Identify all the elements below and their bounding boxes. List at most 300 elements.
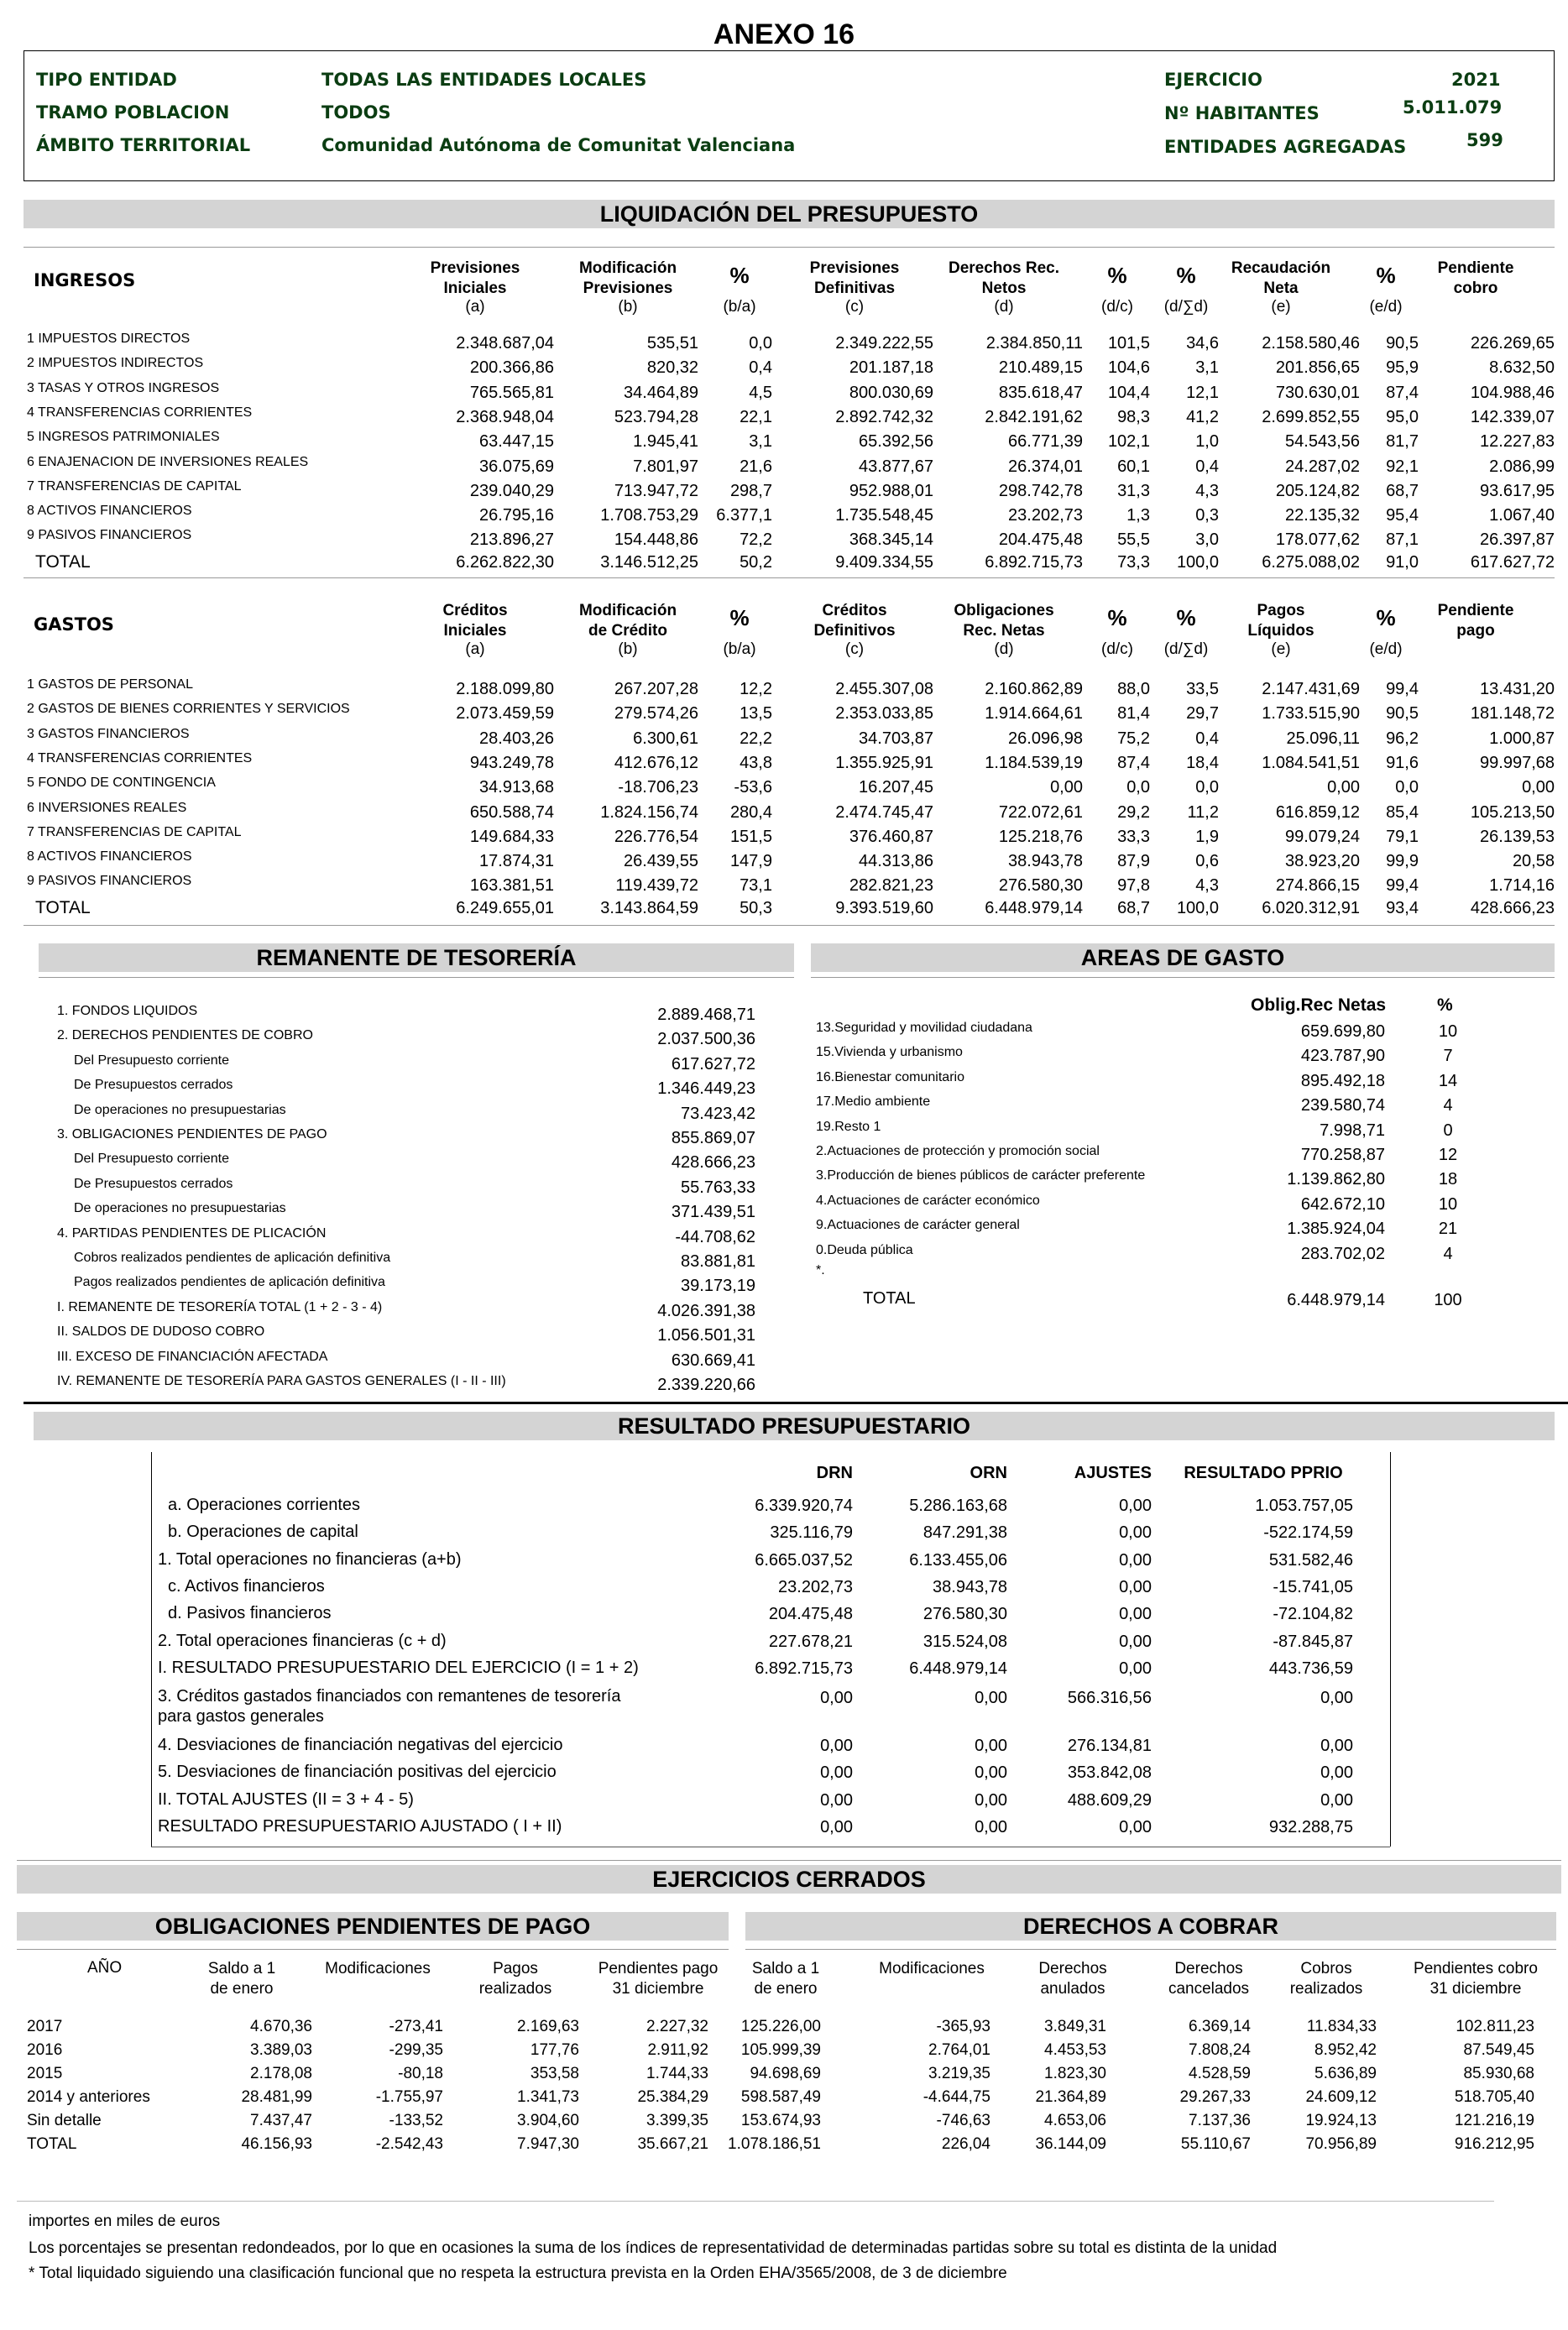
area-label: 0.Deuda pública — [816, 1242, 913, 1257]
cerrados-cell: 1.341,73 — [517, 2088, 579, 2106]
table-cell: 105.213,50 — [1470, 802, 1555, 822]
remanente-value: 630.669,41 — [671, 1350, 755, 1370]
resultado-cell: 6.133.455,06 — [909, 1550, 1007, 1570]
row-label: 1 GASTOS DE PERSONAL — [27, 677, 193, 692]
cerrados-cell: -2.542,43 — [375, 2135, 443, 2153]
table-cell: 280,4 — [729, 802, 772, 822]
table-cell: 97,8 — [1117, 876, 1150, 896]
table-cell: 90,5 — [1386, 334, 1419, 353]
cerrados-row-label: 2016 — [27, 2041, 63, 2059]
table-cell: 65.392,56 — [859, 432, 933, 452]
resultado-cell: 353.842,08 — [1067, 1763, 1152, 1783]
table-cell: 1.355.925,91 — [835, 753, 933, 772]
area-pct: 0 — [1443, 1121, 1453, 1140]
table-cell: 95,4 — [1386, 506, 1419, 525]
column-header: Recaudación — [1231, 259, 1331, 277]
table-cell: 34.703,87 — [859, 729, 933, 748]
table-cell: 2.086,99 — [1489, 457, 1555, 476]
table-cell: -18.706,23 — [618, 778, 698, 797]
table-cell: 943.249,78 — [469, 753, 554, 772]
resultado-band: RESULTADO PRESUPUESTARIO — [34, 1412, 1555, 1440]
cerrados-cell: 5.636,89 — [1315, 2065, 1377, 2082]
area-value: 1.385.924,04 — [1287, 1220, 1385, 1239]
cerrados-cell: 28.481,99 — [241, 2088, 312, 2106]
divider — [17, 1860, 1561, 1861]
column-header-code: (e/d) — [1369, 640, 1403, 658]
total-cell: 6.262.822,30 — [456, 553, 554, 572]
cerrados-cell: 102.811,23 — [1456, 2018, 1534, 2035]
resultado-col-header: DRN — [816, 1464, 853, 1482]
area-label: 2.Actuaciones de protección y promoción social — [816, 1144, 1100, 1158]
area-pct: 14 — [1438, 1071, 1458, 1090]
table-cell: 88,0 — [1117, 680, 1150, 698]
resultado-cell: 0,00 — [1119, 1817, 1152, 1836]
table-cell: 87,1 — [1386, 530, 1419, 550]
cerrados-col-header: Saldo a 1 — [207, 1960, 276, 1977]
resultado-cell: 0,00 — [820, 1817, 853, 1836]
divider — [24, 247, 1555, 248]
derechos-band: DERECHOS A COBRAR — [745, 1912, 1556, 1941]
tramo-value: TODOS — [321, 102, 391, 123]
remanente-label: IV. REMANENTE DE TESORERÍA PARA GASTOS GENERALES (I - II - III) — [57, 1374, 506, 1388]
agregadas-value: 599 — [1466, 130, 1503, 150]
cerrados-col-header: Modificaciones — [879, 1960, 985, 1977]
column-header-code: (a) — [465, 298, 485, 316]
habitantes-value: 5.011.079 — [1403, 97, 1503, 118]
row-label: 4 TRANSFERENCIAS CORRIENTES — [27, 405, 253, 420]
table-cell: 178.077,62 — [1275, 530, 1360, 550]
table-cell: 28.403,26 — [479, 729, 554, 748]
resultado-cell: 0,00 — [820, 1737, 853, 1755]
total-cell: 50,2 — [740, 553, 772, 572]
table-cell: 81,7 — [1386, 432, 1419, 452]
cerrados-cell: 2.227,32 — [646, 2018, 708, 2035]
divider — [24, 577, 1555, 578]
cerrados-cell: 7.137,36 — [1189, 2112, 1251, 2129]
column-header-pct: % — [729, 605, 750, 630]
table-cell: 213.896,27 — [469, 530, 554, 550]
table-cell: 79,1 — [1386, 827, 1419, 846]
divider — [17, 2201, 1494, 2202]
cerrados-cell: 2.911,92 — [647, 2041, 708, 2059]
cerrados-cell: -299,35 — [389, 2041, 443, 2059]
resultado-label: c. Activos financieros — [168, 1576, 325, 1596]
table-cell: 2.892.742,32 — [835, 407, 933, 426]
table-cell: 26.374,01 — [1008, 457, 1083, 476]
total-cell: 93,4 — [1386, 899, 1419, 917]
areas-total-pct: 100 — [1434, 1291, 1462, 1309]
areas-total-value: 6.448.979,14 — [1287, 1291, 1385, 1309]
column-header: Derechos Rec. — [948, 259, 1059, 277]
column-header: Previsiones — [809, 259, 900, 277]
remanente-label: De operaciones no presupuestarias — [74, 1102, 286, 1117]
table-cell: 200.366,86 — [469, 358, 554, 378]
divider — [24, 925, 1555, 926]
area-pct: 18 — [1438, 1170, 1458, 1189]
table-cell: 0,0 — [1395, 778, 1419, 797]
cerrados-cell: 177,76 — [530, 2041, 579, 2059]
cerrados-col-header: Modificaciones — [325, 1960, 431, 1977]
resultado-cell: 1.053.757,05 — [1255, 1497, 1353, 1515]
cerrados-cell: 121.216,19 — [1454, 2112, 1534, 2129]
column-header-pct: % — [1176, 263, 1196, 288]
cerrados-cell: 36.144,09 — [1035, 2135, 1106, 2153]
cerrados-cell: 55.110,67 — [1180, 2135, 1251, 2153]
table-cell: 0,6 — [1195, 852, 1219, 871]
resultado-label: RESULTADO PRESUPUESTARIO AJUSTADO ( I + II) — [158, 1816, 562, 1836]
table-cell: 1,3 — [1126, 506, 1150, 525]
table-cell: 99.079,24 — [1285, 827, 1360, 846]
table-cell: 1.184.539,19 — [985, 753, 1083, 772]
tramo-label: TRAMO POBLACION — [36, 102, 230, 123]
resultado-label: d. Pasivos financieros — [168, 1604, 332, 1623]
table-cell: 835.618,47 — [998, 383, 1083, 402]
remanente-value: 4.026.391,38 — [657, 1301, 755, 1320]
resultado-cell: 531.582,46 — [1268, 1550, 1353, 1570]
total-cell: 3.146.512,25 — [600, 553, 698, 572]
row-label: 6 ENAJENACION DE INVERSIONES REALES — [27, 454, 309, 469]
column-header-code: (d/c) — [1101, 640, 1133, 658]
resultado-cell: 6.339.920,74 — [755, 1497, 853, 1515]
area-pct: 10 — [1438, 1022, 1458, 1041]
cerrados-row-label: 2017 — [27, 2018, 63, 2035]
cerrados-cell: 1.744,33 — [646, 2065, 708, 2082]
table-cell: 29,7 — [1186, 704, 1219, 724]
table-cell: 87,9 — [1117, 852, 1150, 871]
ingresos-title: INGRESOS — [34, 270, 136, 290]
table-cell: 2.474.745,47 — [835, 802, 933, 822]
table-cell: 6.300,61 — [633, 729, 698, 748]
cerrados-col-header: Pagos — [493, 1960, 538, 1977]
resultado-cell: 0,00 — [975, 1737, 1007, 1755]
cerrados-band: EJERCICIOS CERRADOS — [17, 1865, 1561, 1894]
table-cell: 226.269,65 — [1470, 334, 1555, 353]
table-cell: 26.397,87 — [1480, 530, 1555, 550]
cerrados-cell: 3.904,60 — [517, 2112, 579, 2129]
table-cell: 0,4 — [1195, 729, 1219, 748]
cerrados-cell: 916.212,95 — [1454, 2135, 1534, 2153]
area-label: 19.Resto 1 — [816, 1119, 881, 1134]
row-label: 7 TRANSFERENCIAS DE CAPITAL — [27, 478, 242, 494]
table-cell: 13,5 — [740, 704, 772, 724]
table-cell: 616.859,12 — [1275, 802, 1360, 822]
cerrados-cell: 105.999,39 — [740, 2041, 821, 2059]
table-cell: 43,8 — [740, 753, 772, 772]
table-cell: 22.135,32 — [1285, 506, 1360, 525]
cerrados-cell: 2.178,08 — [250, 2065, 312, 2082]
table-cell: 800.030,69 — [849, 383, 933, 402]
total-cell: 428.666,23 — [1470, 899, 1555, 917]
table-cell: 282.821,23 — [849, 876, 933, 896]
table-cell: 0,00 — [1050, 778, 1083, 797]
table-cell: 1.084.541,51 — [1262, 753, 1360, 772]
column-header-sub: Definitivos — [813, 622, 896, 640]
table-cell: 1,0 — [1195, 432, 1219, 452]
table-cell: 25.096,11 — [1286, 729, 1360, 748]
footer-note-units: importes en miles de euros — [29, 2212, 221, 2230]
divider — [39, 977, 794, 978]
area-value: 1.139.862,80 — [1287, 1170, 1385, 1189]
column-header-code: (e/d) — [1369, 298, 1403, 316]
table-cell: 13.431,20 — [1480, 680, 1555, 698]
table-cell: 93.617,95 — [1480, 481, 1555, 500]
column-header-sub: Neta — [1263, 279, 1299, 297]
table-cell: 0,0 — [1195, 778, 1219, 797]
row-label: 6 INVERSIONES REALES — [27, 800, 187, 815]
resultado-label: a. Operaciones corrientes — [168, 1496, 361, 1514]
table-cell: 22,2 — [740, 729, 772, 748]
table-cell: 154.448,86 — [614, 530, 698, 550]
table-cell: 87,4 — [1386, 383, 1419, 402]
resultado-cell: 566.316,56 — [1067, 1689, 1152, 1707]
table-cell: 7.801,97 — [633, 457, 698, 476]
remanente-value: 371.439,51 — [671, 1203, 755, 1222]
table-cell: 81,4 — [1117, 704, 1150, 724]
cerrados-cell: 35.667,21 — [637, 2135, 708, 2153]
table-cell: 6.377,1 — [716, 506, 772, 525]
resultado-label: 1. Total operaciones no financieras (a+b) — [158, 1549, 462, 1569]
cerrados-cell: 153.674,93 — [740, 2112, 821, 2129]
column-header-code: (b/a) — [723, 298, 756, 316]
column-header: Modificación — [578, 602, 677, 619]
row-label: 5 FONDO DE CONTINGENCIA — [27, 776, 216, 791]
cerrados-cell: 24.609,12 — [1305, 2088, 1377, 2106]
table-cell: 210.489,15 — [998, 358, 1083, 378]
cerrados-cell: 353,58 — [530, 2065, 579, 2082]
column-header-sub: Definitivas — [813, 279, 896, 297]
table-cell: 2.073.459,59 — [456, 704, 554, 724]
table-cell: 22,1 — [740, 407, 772, 426]
resultado-cell: -87.845,87 — [1273, 1632, 1353, 1651]
table-cell: 201.856,65 — [1275, 358, 1360, 378]
areas-col-pct: % — [1437, 995, 1453, 1015]
resultado-cell: 847.291,38 — [923, 1523, 1007, 1543]
resultado-cell: 204.475,48 — [768, 1605, 853, 1624]
cerrados-cell: 2.764,01 — [928, 2041, 990, 2059]
table-cell: 2.384.850,11 — [985, 334, 1083, 353]
table-cell: 41,2 — [1186, 407, 1219, 426]
resultado-cell: 0,00 — [975, 1790, 1007, 1810]
total-label: TOTAL — [35, 898, 91, 917]
row-label: 8 ACTIVOS FINANCIEROS — [27, 504, 192, 519]
liquidacion-band: LIQUIDACIÓN DEL PRESUPUESTO — [24, 200, 1555, 228]
total-cell: 617.627,72 — [1470, 553, 1555, 572]
row-label: 7 TRANSFERENCIAS DE CAPITAL — [27, 824, 242, 839]
table-cell: 1.945,41 — [633, 432, 698, 452]
table-cell: 298,7 — [729, 481, 772, 500]
agregadas-label: ENTIDADES AGREGADAS — [1164, 137, 1407, 157]
cerrados-cell: 29.267,33 — [1179, 2088, 1251, 2106]
table-cell: 26.439,55 — [624, 852, 698, 871]
table-cell: 68,7 — [1386, 481, 1419, 500]
total-cell: 50,3 — [740, 899, 772, 917]
remanente-label: Pagos realizados pendientes de aplicación definitiva — [74, 1275, 385, 1290]
resultado-cell: 0,00 — [975, 1817, 1007, 1836]
resultado-cell: 0,00 — [1119, 1577, 1152, 1596]
row-label: 8 ACTIVOS FINANCIEROS — [27, 849, 192, 865]
table-cell: 279.574,26 — [614, 704, 698, 724]
table-cell: 44.313,86 — [859, 852, 933, 871]
total-cell: 6.892.715,73 — [985, 553, 1083, 572]
resultado-cell: 38.943,78 — [933, 1577, 1007, 1596]
resultado-cell: 0,00 — [1320, 1790, 1353, 1810]
cerrados-col-header: Saldo a 1 — [751, 1960, 820, 1977]
areas-col-oblig: Oblig.Rec Netas — [1251, 995, 1387, 1015]
row-label: 2 IMPUESTOS INDIRECTOS — [27, 356, 204, 371]
area-value: 423.787,90 — [1300, 1047, 1385, 1066]
table-cell: 239.040,29 — [469, 481, 554, 500]
remanente-label: Del Presupuesto corriente — [74, 1053, 229, 1068]
cerrados-cell: 3.399,35 — [646, 2112, 708, 2129]
table-cell: 2.188.099,80 — [456, 680, 554, 698]
cerrados-col-header-sub: 31 diciembre — [612, 1980, 704, 1998]
table-cell: 1.914.664,61 — [985, 704, 1083, 724]
table-cell: 276.580,30 — [998, 876, 1083, 896]
cerrados-col-header-sub: realizados — [478, 1980, 552, 1998]
table-cell: 16.207,45 — [859, 778, 933, 797]
divider — [1390, 1452, 1391, 1847]
table-cell: 1.733.515,90 — [1262, 704, 1360, 724]
resultado-cell: 23.202,73 — [778, 1577, 853, 1596]
column-header-code: (d/c) — [1101, 298, 1133, 316]
resultado-cell: 0,00 — [820, 1790, 853, 1810]
remanente-label: III. EXCESO DE FINANCIACIÓN AFECTADA — [57, 1349, 328, 1364]
area-pct: 10 — [1438, 1194, 1458, 1214]
total-cell: 68,7 — [1117, 899, 1150, 917]
table-cell: 33,3 — [1117, 827, 1150, 846]
resultado-cell: 0,00 — [975, 1763, 1007, 1783]
table-cell: 4,3 — [1195, 876, 1219, 896]
table-cell: 650.588,74 — [469, 802, 554, 822]
column-header-pct: % — [1107, 263, 1127, 288]
table-cell: 765.565,81 — [469, 383, 554, 402]
row-label: 9 PASIVOS FINANCIEROS — [27, 874, 192, 889]
table-cell: 2.349.222,55 — [835, 334, 933, 353]
remanente-value: 1.346.449,23 — [657, 1079, 755, 1099]
table-cell: 1.714,16 — [1489, 876, 1555, 896]
cerrados-cell: 6.369,14 — [1189, 2018, 1251, 2035]
area-label: 3.Producción de bienes públicos de carácter preferente — [816, 1168, 1146, 1183]
table-cell: 98,3 — [1117, 407, 1150, 426]
table-cell: 38.923,20 — [1285, 852, 1360, 871]
resultado-cell: 0,00 — [820, 1689, 853, 1707]
resultado-cell: 488.609,29 — [1067, 1790, 1152, 1810]
column-header-sub: Rec. Netas — [963, 622, 1045, 640]
cerrados-row-label: 2015 — [27, 2065, 63, 2082]
resultado-cell: 276.580,30 — [923, 1605, 1007, 1624]
table-cell: 142.339,07 — [1470, 407, 1555, 426]
table-cell: 99,9 — [1386, 852, 1419, 871]
table-cell: 2.699.852,55 — [1262, 407, 1360, 426]
table-cell: 26.795,16 — [479, 506, 554, 525]
table-cell: 90,5 — [1386, 704, 1419, 724]
resultado-cell: 0,00 — [1119, 1632, 1152, 1651]
table-cell: 0,3 — [1195, 506, 1219, 525]
column-header-code: (a) — [465, 640, 485, 658]
table-cell: 34.913,68 — [479, 778, 554, 797]
total-cell: 100,0 — [1176, 899, 1219, 917]
cerrados-cell: 4.528,59 — [1189, 2065, 1251, 2082]
resultado-cell: 0,00 — [1320, 1763, 1353, 1783]
resultado-label: 5. Desviaciones de financiación positivas del ejercicio — [158, 1763, 557, 1782]
table-cell: 204.475,48 — [998, 530, 1083, 550]
total-cell: 6.020.312,91 — [1262, 899, 1360, 917]
remanente-label: 1. FONDOS LIQUIDOS — [57, 1004, 198, 1018]
column-header-sub: Líquidos — [1247, 622, 1315, 640]
ejercicio-label: EJERCICIO — [1164, 70, 1262, 90]
table-cell: 368.345,14 — [849, 530, 933, 550]
remanente-label: De Presupuestos cerrados — [74, 1078, 233, 1093]
column-header-code: (b) — [618, 298, 638, 316]
column-header-code: (c) — [844, 640, 865, 658]
column-header-pct: % — [729, 263, 750, 288]
table-cell: 2.158.580,46 — [1262, 334, 1360, 353]
table-cell: 38.943,78 — [1008, 852, 1083, 871]
gastos-title: GASTOS — [34, 614, 114, 635]
table-cell: 92,1 — [1386, 457, 1419, 476]
table-cell: 31,3 — [1117, 481, 1150, 500]
cerrados-col-header-sub: cancelados — [1168, 1980, 1250, 1998]
column-header-code: (e) — [1271, 640, 1291, 658]
total-cell: 6.249.655,01 — [456, 899, 554, 917]
table-cell: 12.227,83 — [1480, 432, 1555, 452]
table-cell: -53,6 — [734, 778, 772, 797]
cerrados-cell: -80,18 — [398, 2065, 443, 2082]
remanente-label: De Presupuestos cerrados — [74, 1176, 233, 1191]
table-cell: 43.877,67 — [859, 457, 933, 476]
table-cell: 1.735.548,45 — [835, 506, 933, 525]
resultado-cell: 0,00 — [1119, 1605, 1152, 1624]
area-label: 9.Actuaciones de carácter general — [816, 1218, 1020, 1233]
resultado-cell: 932.288,75 — [1268, 1817, 1353, 1836]
cerrados-row-label: TOTAL — [27, 2135, 77, 2153]
cerrados-cell: 46.156,93 — [241, 2135, 312, 2153]
footer-note-classification: * Total liquidado siguiendo una clasificación funcional que no respeta la estructura prevista en la Orden EHA/3565/2008, de 3 de diciembre — [29, 2265, 1007, 2282]
table-cell: 0,00 — [1327, 778, 1360, 797]
row-label: 3 TASAS Y OTROS INGRESOS — [27, 380, 220, 395]
cerrados-cell: 598.587,49 — [740, 2088, 821, 2106]
table-cell: 205.124,82 — [1275, 481, 1360, 500]
resultado-cell: 6.448.979,14 — [909, 1659, 1007, 1678]
cerrados-cell: 3.389,03 — [250, 2041, 312, 2059]
divider — [24, 1402, 1568, 1404]
table-cell: 101,5 — [1107, 334, 1150, 353]
table-cell: 2.368.948,04 — [456, 407, 554, 426]
resultado-label: 2. Total operaciones financieras (c + d) — [158, 1631, 447, 1650]
table-cell: 11,2 — [1187, 802, 1219, 822]
tipo-entidad-value: TODAS LAS ENTIDADES LOCALES — [321, 70, 647, 90]
divider — [811, 977, 1555, 978]
table-cell: 0,00 — [1522, 778, 1555, 797]
area-label: 4.Actuaciones de carácter económico — [816, 1193, 1040, 1208]
column-header-sub: Iniciales — [443, 279, 507, 297]
total-cell: 73,3 — [1117, 553, 1150, 572]
cerrados-cell: -273,41 — [389, 2018, 443, 2035]
remanente-label: 2. DERECHOS PENDIENTES DE COBRO — [57, 1028, 313, 1043]
row-label: 9 PASIVOS FINANCIEROS — [27, 528, 192, 543]
table-cell: 2.147.431,69 — [1262, 680, 1360, 698]
row-label: 3 GASTOS FINANCIEROS — [27, 726, 190, 741]
table-cell: 3,0 — [1195, 530, 1219, 550]
cerrados-cell: 21.364,89 — [1035, 2088, 1106, 2106]
column-header-code: (d/∑d) — [1163, 640, 1209, 658]
table-cell: 125.218,76 — [998, 827, 1083, 846]
table-cell: 2.348.687,04 — [456, 334, 554, 353]
column-header-pct: % — [1376, 605, 1396, 630]
table-cell: 102,1 — [1107, 432, 1150, 452]
column-header-sub: pago — [1456, 622, 1495, 640]
cerrados-cell: 226,04 — [941, 2135, 990, 2153]
